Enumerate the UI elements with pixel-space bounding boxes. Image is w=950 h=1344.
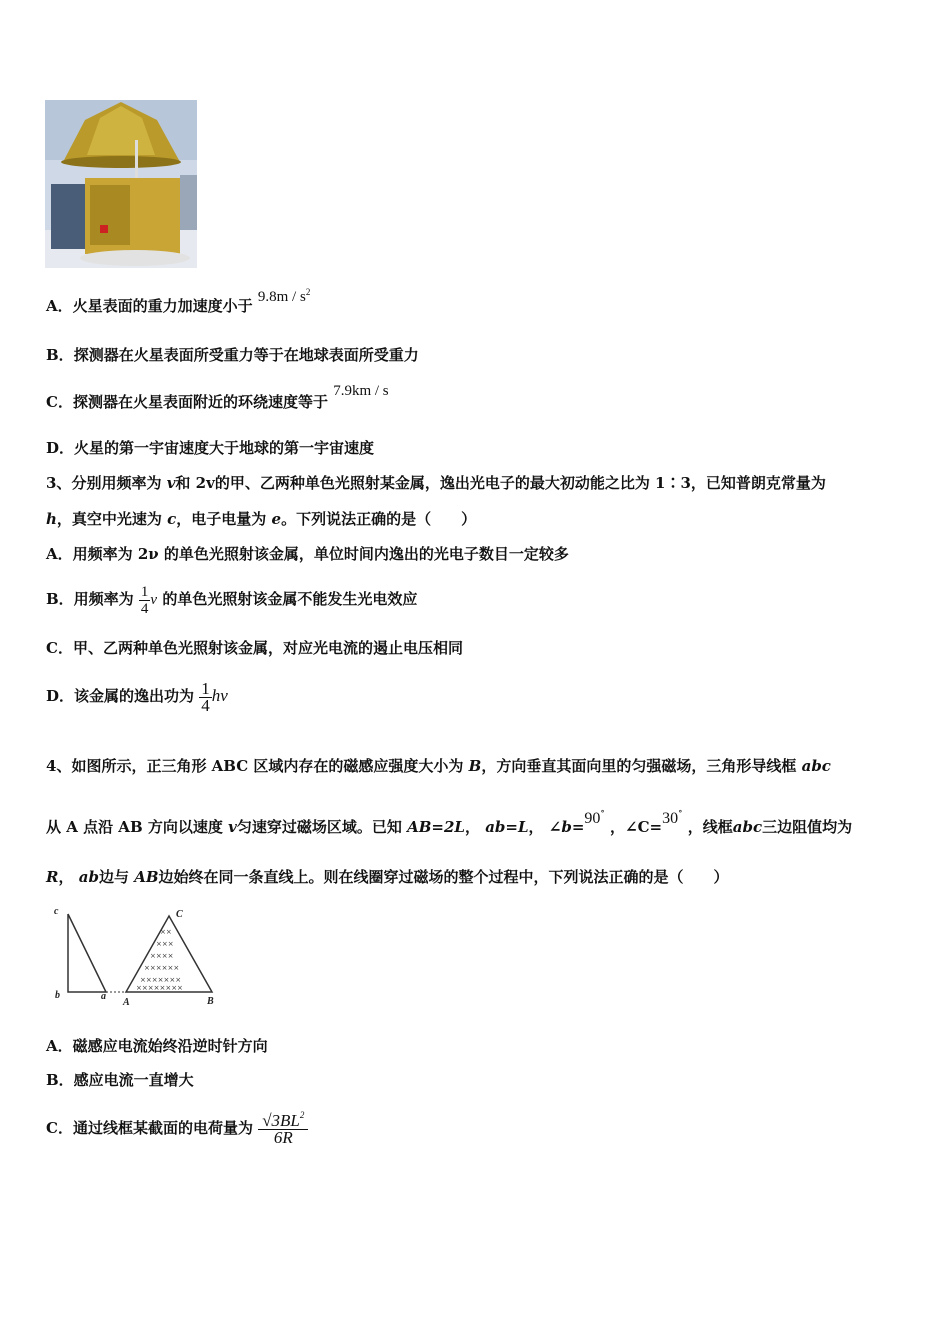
q3-option-b: B．用频率为 $\frac{1}{4}$ ν 的单色光照射该金属不能发生光电效应 <box>46 583 418 617</box>
q4-stem-line1: 4、如图所示，正三角形 ABC 区域内存在的磁感应强度大小为 B，方向垂直其面向里的匀强磁场，三角形导线框 abc <box>46 757 831 775</box>
vertex-A-label: A <box>123 997 130 1008</box>
svg-text:××××××: ×××××× <box>144 964 180 972</box>
q4-option-b: B．感应电流一直增大 <box>46 1071 194 1089</box>
field-cross-marks <box>136 928 183 992</box>
q2-option-b: B．探测器在火星表面所受重力等于在地球表面所受重力 <box>46 346 419 364</box>
q3-option-c: C．甲、乙两种单色光照射该金属，对应光电流的遏止电压相同 <box>46 639 463 657</box>
svg-text:××××××××: ×××××××× <box>136 984 183 992</box>
q3-option-a: A．用频率为 2ν 的单色光照射该金属，单位时间内逸出的光电子数目一定较多 <box>46 545 569 563</box>
q4-option-c: C．通过线框某截面的电荷量为 $\frac{√3BL^2}{6R}$ <box>46 1104 308 1152</box>
vertex-c-label: c <box>54 906 59 917</box>
vertex-C-label: C <box>176 909 183 920</box>
svg-text:××××: ×××× <box>150 952 174 960</box>
vertex-B-label: B <box>207 996 214 1007</box>
q2-option-a: A．火星表面的重力加速度小于 $9.8m / s^2$ <box>46 287 311 315</box>
q4-option-a: A．磁感应电流始终沿逆时针方向 <box>46 1037 268 1055</box>
charge-fraction: $\frac{√3BL^2}{6R}$ <box>258 1113 308 1146</box>
mars-probe-photo <box>45 100 197 268</box>
svg-text:×××: ××× <box>156 940 174 948</box>
q3-stem-line2: h，真空中光速为 c，电子电量为 e。下列说法正确的是（ ） <box>46 510 477 528</box>
fraction: $\frac{1}{4}$ <box>140 583 149 617</box>
magnetic-field-triangle-figure <box>50 906 222 1010</box>
q2-option-d: D．火星的第一宇宙速度大于地球的第一宇宙速度 <box>46 439 375 457</box>
q3-stem-line1: 3、分别用频率为 v和 2v的甲、乙两种单色光照射某金属，逸出光电子的最大初动能之比为 1∶3，已知普朗克常量为 <box>46 474 826 492</box>
svg-text:×××××××: ××××××× <box>140 976 182 984</box>
vertex-a-label: a <box>101 991 106 1002</box>
q4-stem-line2: 从 A 点沿 AB 方向以速度 v匀速穿过磁场区域。已知 AB=2L， ab=L， ∠b=90∘ ，∠C=30∘ ，线框abc三边阻值均为 <box>46 806 853 836</box>
svg-text:××: ×× <box>160 928 172 936</box>
q3-option-d: D．该金属的逸出功为 $\frac{1}{4}$ hν <box>46 678 228 715</box>
vertex-b-label: b <box>55 990 60 1001</box>
fraction: $\frac{1}{4}$ <box>201 678 210 715</box>
q4-stem-line3: R， ab边与 AB边始终在同一条直线上。则在线圈穿过磁场的整个过程中，下列说法正确的是（ ） <box>46 868 729 886</box>
q2-option-c: C．探测器在火星表面附近的环绕速度等于 7.9km / s <box>46 383 389 411</box>
wire-frame-abc <box>68 914 106 992</box>
